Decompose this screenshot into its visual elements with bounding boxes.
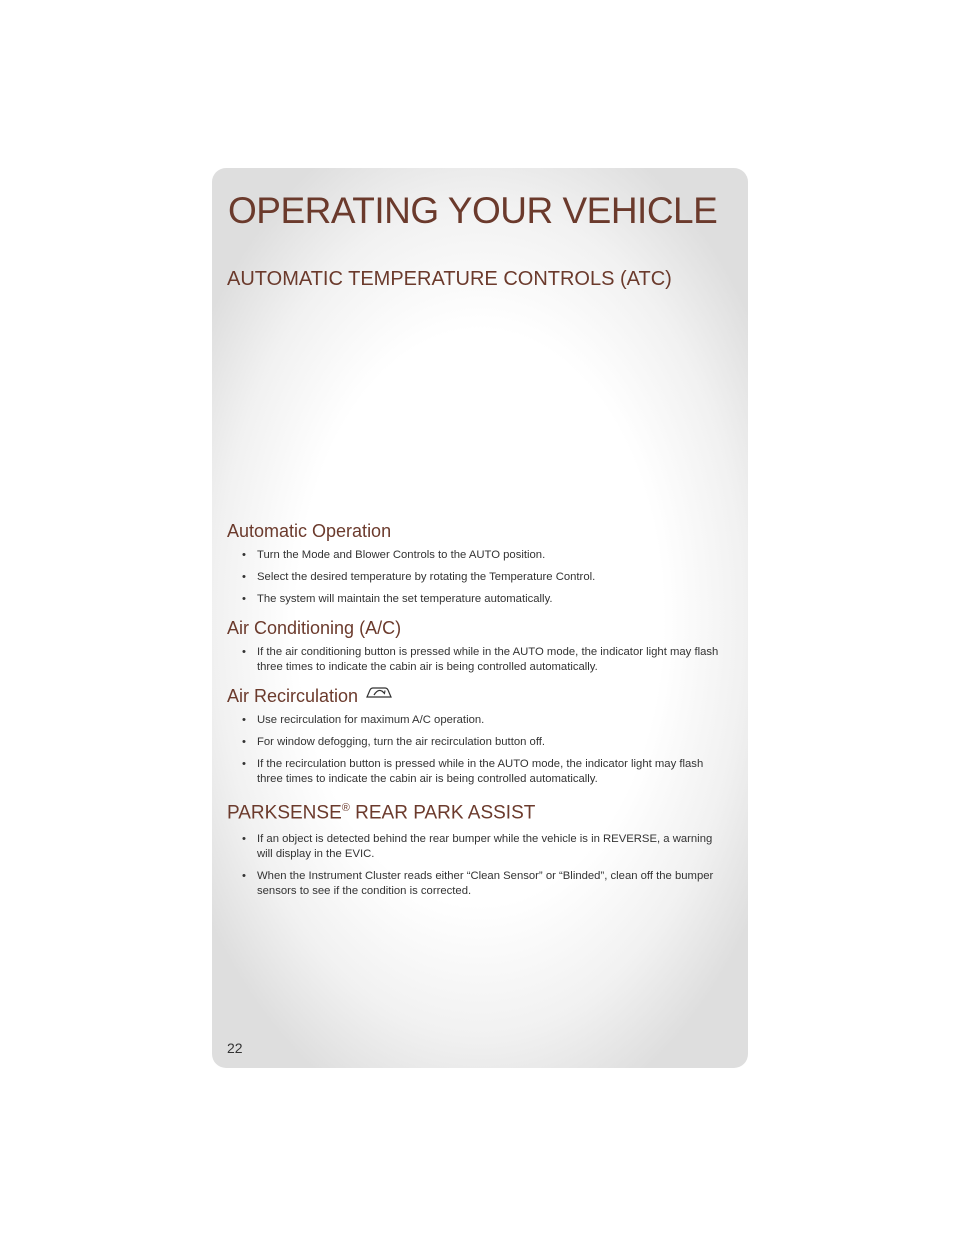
bullet-icon: • [242, 736, 246, 748]
list-item: • When the Instrument Cluster reads either “Clean Sensor” or “Blinded”, clean off the bumper sensors to see if the condition is corrected. [242, 870, 714, 898]
bullet-icon: • [242, 593, 246, 605]
bullet-icon: • [242, 549, 246, 561]
page-number: 22 [227, 1040, 243, 1056]
bullet-icon: • [242, 870, 246, 883]
parksense-heading: PARKSENSE® REAR PARK ASSIST [227, 802, 536, 824]
bullet-icon: • [242, 714, 246, 726]
air-conditioning-heading: Air Conditioning (A/C) [227, 618, 402, 638]
list-item: • If an object is detected behind the rear bumper while the vehicle is in REVERSE, a warning will display in the EVIC. [242, 833, 713, 861]
bullet-icon: • [242, 571, 246, 583]
air-recirculation-list [227, 713, 727, 787]
chapter-title: OPERATING YOUR VEHICLE [228, 190, 718, 231]
recirculation-icon [364, 683, 394, 705]
bullet-icon: • [242, 833, 246, 846]
list-item: • If the recirculation button is pressed while in the AUTO mode, the indicator light may flash three times to indicate the cabin air is being controlled automatically. [242, 758, 704, 785]
list-item: • If the air conditioning button is pressed while in the AUTO mode, the indicator light may flash three times to indicate the cabin air is being controlled automatically. [242, 646, 719, 673]
controls-image-area [228, 300, 728, 500]
automatic-operation-section [227, 520, 727, 607]
air-recirculation-heading: Air Recirculation [227, 685, 727, 707]
registered-mark: ® [341, 802, 350, 814]
air-conditioning-section [227, 617, 727, 675]
parksense-section [227, 797, 727, 899]
list-item: • Use recirculation for maximum A/C operation. [242, 714, 485, 726]
content [227, 520, 727, 909]
list-item: • For window defogging, turn the air recirculation button off. [242, 736, 546, 748]
bullet-icon: • [242, 646, 246, 658]
automatic-operation-heading: Automatic Operation [227, 521, 392, 541]
section-title: AUTOMATIC TEMPERATURE CONTROLS (ATC) [227, 268, 672, 290]
air-recirculation-section [227, 685, 727, 787]
list-item: • Turn the Mode and Blower Controls to the AUTO position. [242, 549, 546, 561]
list-item: • The system will maintain the set temperature automatically. [242, 593, 553, 605]
air-conditioning-list [227, 645, 727, 675]
parksense-list [227, 832, 727, 899]
bullet-icon: • [242, 758, 246, 770]
list-item: • Select the desired temperature by rotating the Temperature Control. [242, 571, 596, 583]
automatic-operation-list [227, 548, 727, 607]
